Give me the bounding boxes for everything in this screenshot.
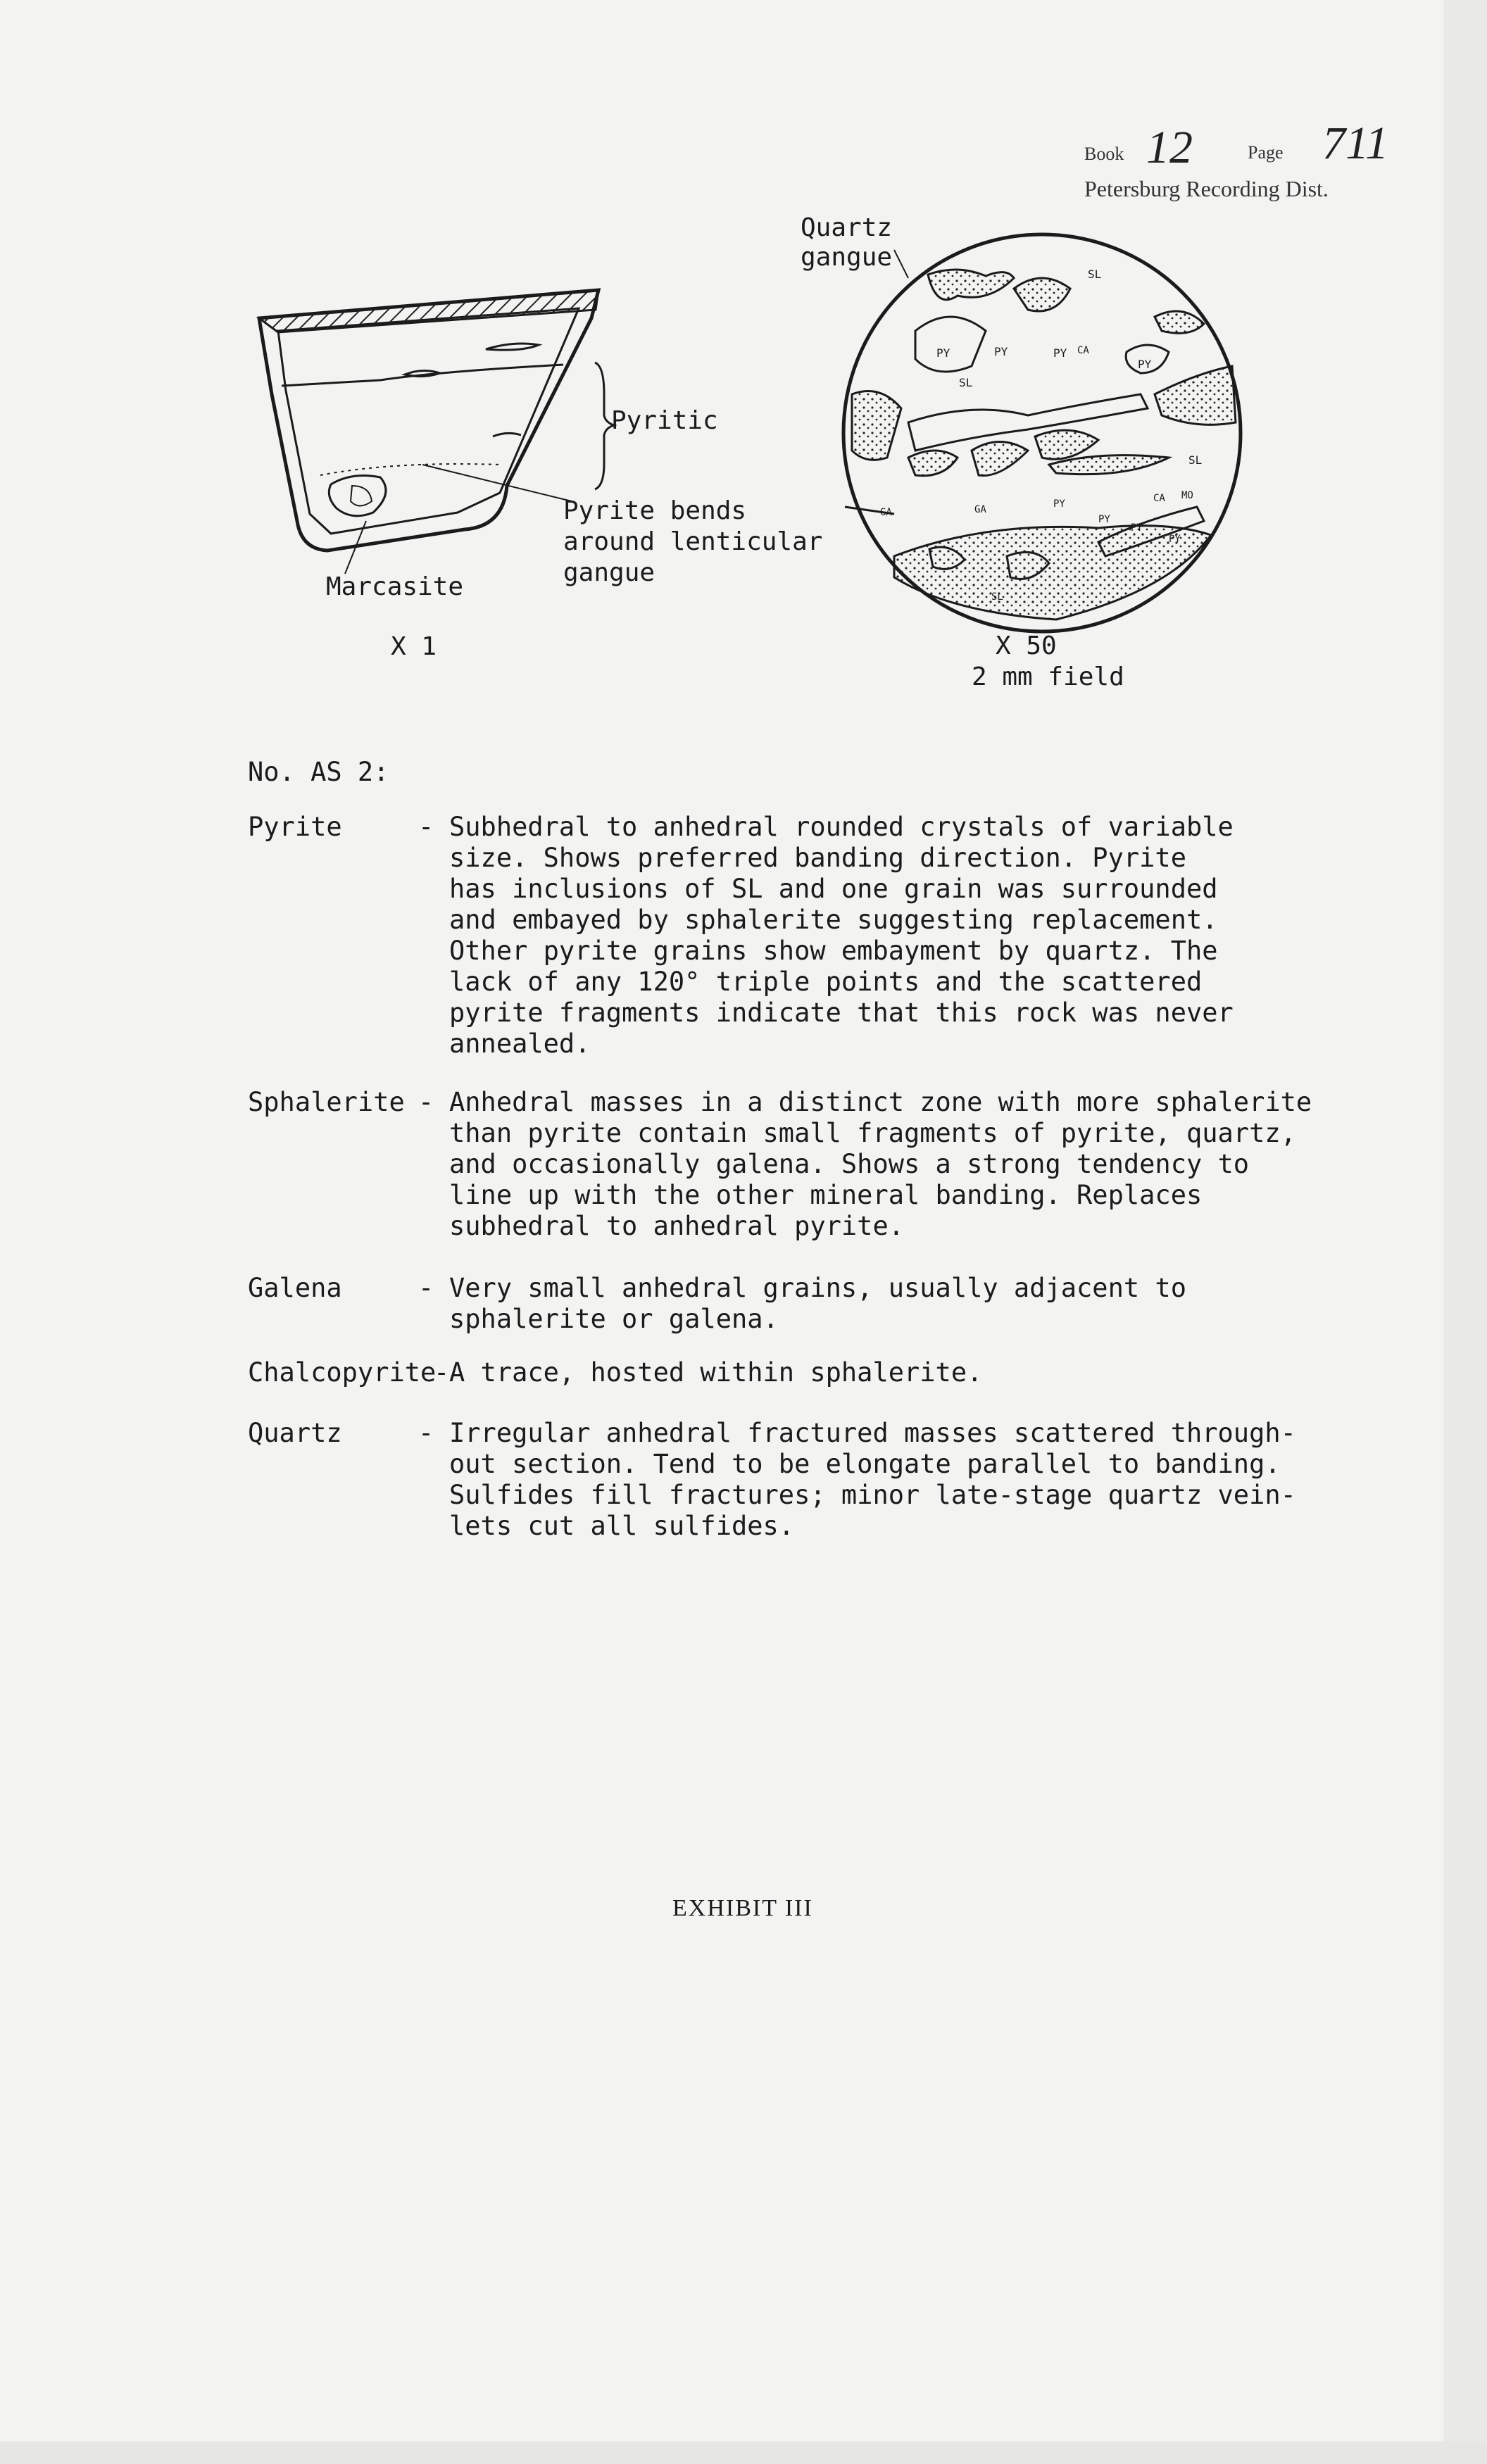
mineral-code: PY [1138,358,1152,371]
description-line: Irregular anhedral fractured masses scattered through- [449,1418,1296,1448]
description-line: annealed. [449,1029,591,1059]
exhibit-label: EXHIBIT III [672,1895,813,1921]
label-marcasite: Marcasite [326,572,464,601]
entry-dash: - [418,1418,434,1448]
description-line: line up with the other mineral banding. Replaces [449,1180,1203,1210]
entry-description [449,1418,1308,1542]
description-line: and occasionally galena. Shows a strong tendency to [449,1149,1250,1179]
mineral-code: SL [959,376,973,389]
label-pyrite-bends-3: gangue [563,558,655,587]
description-line: lets cut all sulfides. [449,1511,795,1541]
mineral-code: SL [1188,453,1203,467]
description-line: lack of any 120° triple points and the scattered [449,967,1203,997]
entry-dash: - [434,1357,450,1388]
entry-term: Chalcopyrite [248,1357,437,1388]
description-line: than pyrite contain small fragments of pyrite, quartz, [449,1118,1296,1148]
label-pyritic: Pyritic [611,406,718,435]
label-pyrite-bends-1: Pyrite bends [563,496,747,525]
mineral-code: GA [880,507,892,518]
page-label: Page [1248,142,1284,163]
mineral-code: CA [1153,493,1165,504]
entry-dash: - [418,1087,434,1117]
book-label: Book [1084,144,1124,164]
entry-description [449,1357,1308,1388]
recording-district: Petersburg Recording Dist. [1084,176,1329,201]
description-line: Very small anhedral grains, usually adjacent to [449,1273,1186,1303]
page-number: 711 [1322,118,1389,169]
mineral-code: MO [1181,490,1193,501]
entry-term: Galena [248,1273,342,1303]
entry-term: Quartz [248,1418,342,1448]
label-quartz: Quartz [801,213,893,242]
scale-x50: X 50 [996,631,1057,660]
thin-section-drawing [843,234,1241,631]
mineral-code: PY [936,346,950,360]
mineral-code: PY [1131,522,1143,534]
mineral-code: SL [1088,268,1102,281]
description-line: out section. Tend to be elongate parallel to banding. [449,1449,1281,1479]
description-line: Other pyrite grains show embayment by quartz. The [449,936,1218,966]
entry-description [449,1087,1312,1242]
scale-x1: X 1 [391,632,437,661]
description-line: pyrite fragments indicate that this rock was never [449,998,1234,1028]
description-line: sphalerite or galena. [449,1304,779,1334]
entry-dash: - [418,1273,434,1303]
mineral-code: PY [1053,498,1065,510]
mineral-code: PY [994,345,1008,358]
field-size: 2 mm field [972,662,1124,691]
mineral-code: SL [991,591,1003,603]
mineral-code: PY [1169,534,1181,545]
book-number: 12 [1146,122,1193,173]
entry-description [449,812,1308,1060]
description-line: and embayed by sphalerite suggesting replacement. [449,905,1218,935]
description-line: Anhedral masses in a distinct zone with more sphalerite [449,1087,1312,1117]
specimen-outline [259,290,614,574]
section-heading: No. AS 2: [248,757,389,787]
description-line: has inclusions of SL and one grain was surrounded [449,874,1218,904]
entry-term: Pyrite [248,812,342,842]
label-gangue: gangue [801,243,893,272]
mineral-code: GA [974,504,986,515]
entry-description [449,1273,1308,1335]
mineral-code: PY [1098,514,1110,525]
entry-dash: - [418,812,434,842]
description-line: subhedral to anhedral pyrite. [449,1211,905,1241]
description-line: A trace, hosted within sphalerite. [449,1357,983,1388]
entry-term: Sphalerite [248,1087,405,1117]
label-pyrite-bends-2: around lenticular [563,527,823,556]
description-line: Subhedral to anhedral rounded crystals of variable [449,812,1234,842]
mineral-code: CA [1077,345,1089,356]
description-line: size. Shows preferred banding direction. Pyrite [449,843,1186,873]
mineral-code: PY [1053,346,1067,360]
description-line: Sulfides fill fractures; minor late-stage quartz vein- [449,1480,1296,1510]
